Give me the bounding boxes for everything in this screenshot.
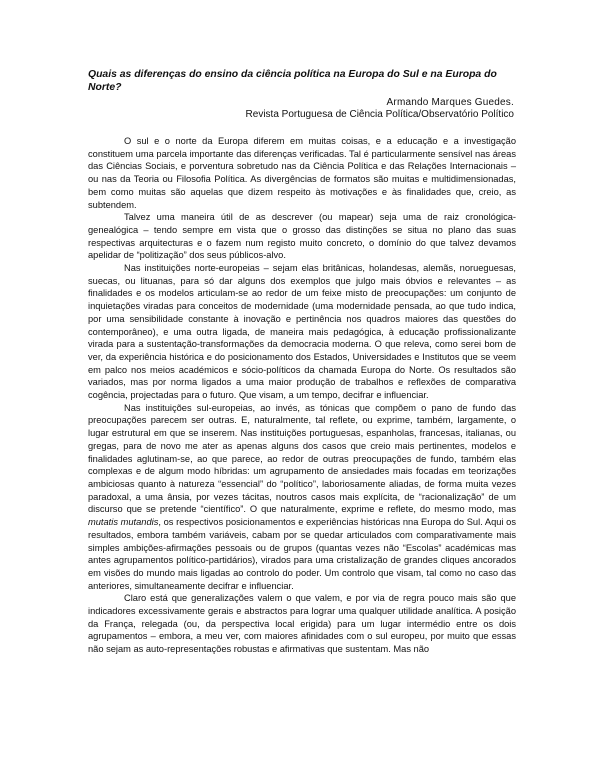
author-name: Armando Marques Guedes. (386, 97, 514, 108)
paragraph: O sul e o norte da Europa diferem em muitas coisas, e a educação e a investigação constituem uma parcela importante das diferenças verificadas. Tal é particularmente sensível nas áreas das Ciências Sociais, e porventura sobretudo nas da Ciência Política e das Relações Internacionais – ou nas da Teoria ou Filosofia Política. As divergências de formatos são muitas e multidimensionadas, bem como muitas são aquelas que dizem respeito às motivações e às finalidades que, creio, as subtendem. (88, 136, 516, 210)
document-body (88, 135, 516, 656)
paragraph: Nas instituições norte-europeias – sejam elas britânicas, holandesas, alemãs, norueguesas, suecas, ou lituanas, para só dar alguns dos exemplos que julgo mais óbvios e relevantes – as finalidades e os modelos articulam-se ao redor de um feixe misto de preocupações: um conjunto de inquietações viradas para conceitos de modernidade (uma modernidade pensada, ao que tudo indica, por uma sensibilidade constante à inovação e pertinência nos quadros maiores das questões do contemporâneo), e uma outra ligada, de maneira mais pedagógica, à educação profissionalizante virada para a sustentação-transformações da democracia moderna. O que releva, como serei bom de ver, da experiência histórica e do posicionamento dos Estados, Universidades e Institutos que se veem em palco nos meios académicos e sócio-políticos da chamada Europa do Norte. Os resultados são variados, mas por norma ligados a uma maior produção de trabalhos e reflexões de comparativa cogência, projectadas para o futuro. Que visam, a um tempo, decifrar e influenciar. (88, 263, 516, 401)
document-title: Quais as diferenças do ensino da ciência política na Europa do Sul e na Europa do Norte? (88, 69, 497, 93)
italic-phrase: mutatis mutandis (88, 517, 159, 528)
paragraph: Talvez uma maneira útil de as descrever (ou mapear) seja uma de raiz cronológica-genealógica – tendo sempre em vista que o grosso das distinções se situa no plano das suas respectivas arquitecturas e o fazem num registo muito concreto, o domínio do que talvez devamos apelidar de “politização” dos seus públicos-alvo. (88, 212, 516, 261)
author-affiliation: Revista Portuguesa de Ciência Política/Observatório Político (245, 109, 514, 120)
paragraph: Claro está que generalizações valem o que valem, e por via de regra pouco mais são que indicadores excessivamente gerais e abstractos para lograr uma qualquer utilidade analítica. A posição da França, relegada (ou, da perspectiva local erigida) para um lugar intermédio entre os dois agrupamentos – embora, a meu ver, com maiores afinidades com o sul europeu, por muito que essas não sejam as auto-representações robustas e afirmativas que sustentam. Mas não (88, 593, 516, 655)
paragraph-text: , os respectivos posicionamentos e experiências históricas nna Europa do Sul. Aqui os resultados, embora também variáveis, cabam por se quedar articulados com comparativamente mais simples ambições-afirmações pessoais ou de grupos (quantas vezes não “Escolas” académicas mas antes agrupamentos político-partidários), virados para uma cristalização de grandes cliques ancorados em visões do mundo mais ligadas ao controlo do poder. Um controlo que visam, tal como no caso das anteriores, simultaneamente decifrar e influenciar. (88, 517, 516, 591)
paragraph-text: Nas instituições sul-europeias, ao invés, as tónicas que compõem o pano de fundo das preocupações parecem ser outras. E, naturalmente, tal reflete, ou exprime, também, largamente, o lugar estrutural em que se inserem. Nas instituições portuguesas, espanholas, francesas, italianas, ou gregas, para de novo me ater as apenas alguns dos casos que creio mais pertinentes, modelos e finalidades aglutinam-se, ao que parece, ao redor de outras preocupações de fundo, também elas complexas e de algum modo híbridas: um agrupamento de ansiedades mais focadas em teorizações ambiciosas quanto à natureza “essencial” do “político”, laboriosamente aliadas, de forma muita vezes paradoxal, a uma ânsia, por vezes tácitas, noutros casos mais explícita, de “racionalização” de um discurso que se pretende “científico”. O que naturalmente, exprime e reflete, do mesmo modo, mas (88, 402, 516, 515)
paragraph (88, 402, 516, 593)
